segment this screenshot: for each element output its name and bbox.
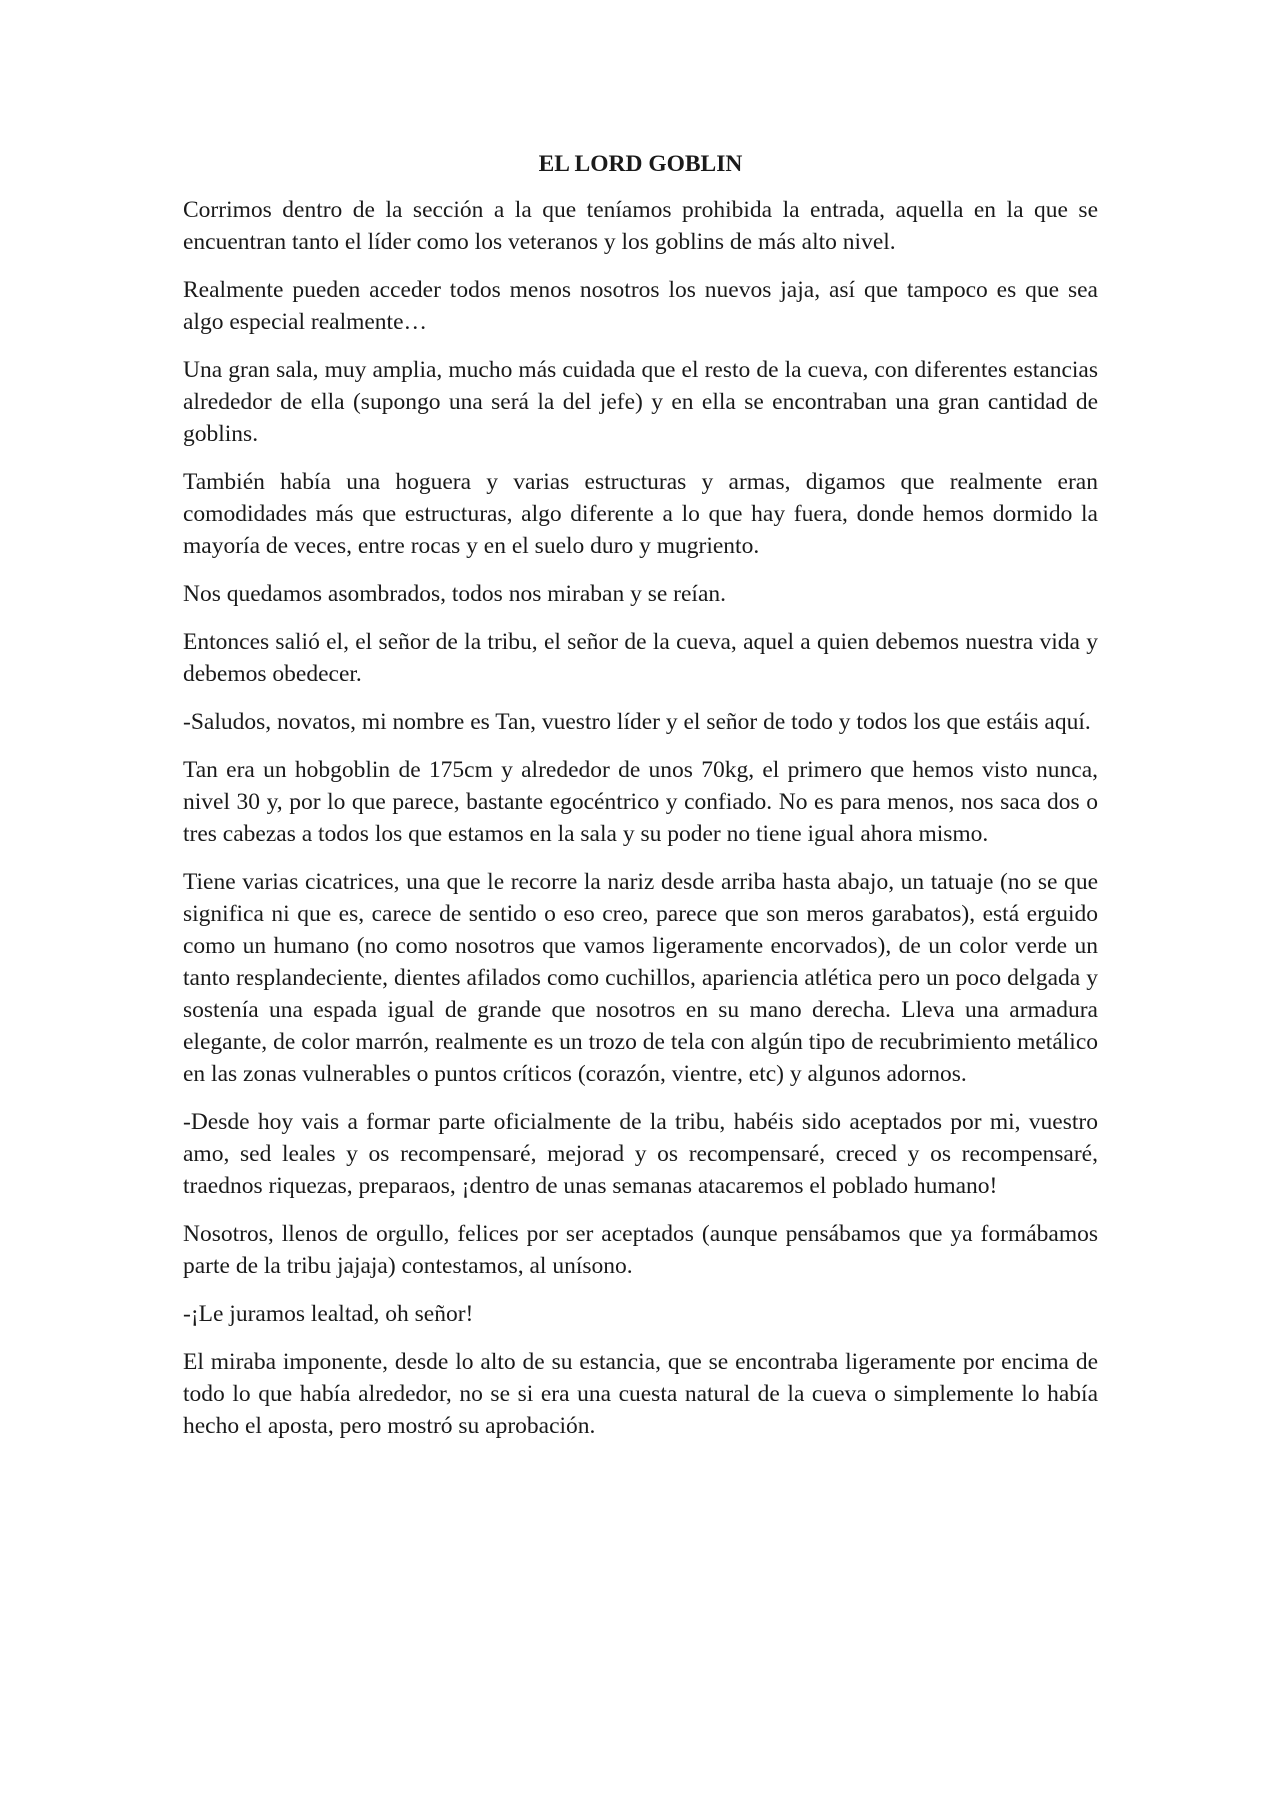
paragraph: Nos quedamos asombrados, todos nos miraban y se reían. — [183, 581, 727, 607]
paragraph: Nosotros, llenos de orgullo, felices por ser aceptados (aunque pensábamos que ya formábamos parte de la tribu jajaja) contestamos, al unísono. — [183, 1221, 1098, 1279]
paragraph: Una gran sala, muy amplia, mucho más cuidada que el resto de la cueva, con diferentes estancias alrededor de ella (supongo una será la del jefe) y en ella se encontraban una gran cantidad de goblins. — [183, 357, 1098, 447]
paragraph: También había una hoguera y varias estructuras y armas, digamos que realmente eran comodidades más que estructuras, algo diferente a lo que hay fuera, donde hemos dormido la mayoría de veces, entre rocas y en el suelo duro y mugriento. — [183, 469, 1098, 559]
dialogue-paragraph: -Saludos, novatos, mi nombre es Tan, vuestro líder y el señor de todo y todos los que estáis aquí. — [183, 709, 1091, 735]
paragraph: Tan era un hobgoblin de 175cm y alrededor de unos 70kg, el primero que hemos visto nunca, nivel 30 y, por lo que parece, bastante egocéntrico y confiado. No es para menos, nos saca dos o tres cabezas a todos los que estamos en la sala y su poder no tiene igual ahora mismo. — [183, 757, 1098, 847]
paragraph: Corrimos dentro de la sección a la que teníamos prohibida la entrada, aquella en la que se encuentran tanto el líder como los veteranos y los goblins de más alto nivel. — [183, 197, 1098, 255]
dialogue-paragraph: -¡Le juramos lealtad, oh señor! — [183, 1301, 474, 1327]
paragraph: El miraba imponente, desde lo alto de su estancia, que se encontraba ligeramente por encima de todo lo que había alrededor, no se si era una cuesta natural de la cueva o simplemente lo había hecho el aposta, pero mostró su aprobación. — [183, 1349, 1098, 1439]
chapter-title: EL LORD GOBLIN — [538, 151, 743, 177]
dialogue-paragraph: -Desde hoy vais a formar parte oficialmente de la tribu, habéis sido aceptados por mi, vuestro amo, sed leales y os recompensaré, mejorad y os recompensaré, creced y os recompensaré, traednos riquezas, preparaos, ¡dentro de unas semanas atacaremos el poblado humano! — [183, 1109, 1098, 1199]
paragraph: Realmente pueden acceder todos menos nosotros los nuevos jaja, así que tampoco es que sea algo especial realmente… — [183, 277, 1098, 335]
paragraph: Entonces salió el, el señor de la tribu, el señor de la cueva, aquel a quien debemos nuestra vida y debemos obedecer. — [183, 629, 1098, 687]
paragraph: Tiene varias cicatrices, una que le recorre la nariz desde arriba hasta abajo, un tatuaje (no se que significa ni que es, carece de sentido o eso creo, parece que son meros garabatos), está erguido como un humano (no como nosotros que vamos ligeramente encorvados), de un color verde un tanto resplandeciente, dientes afilados como cuchillos, apariencia atlética pero un poco delgada y sostenía una espada igual de grande que nosotros en su mano derecha. Lleva una armadura elegante, de color marrón, realmente es un trozo de tela con algún tipo de recubrimiento metálico en las zonas vulnerables o puntos críticos (corazón, vientre, etc) y algunos adornos. — [183, 869, 1098, 1087]
document-page — [183, 148, 1098, 1458]
